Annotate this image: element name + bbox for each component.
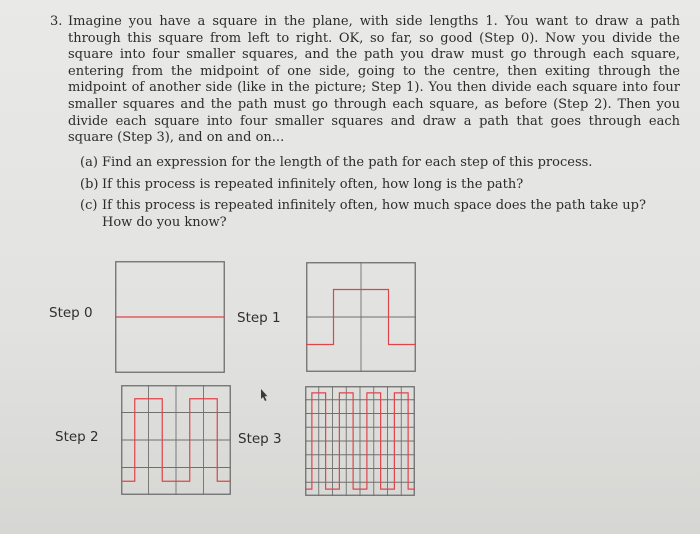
problem-number: 3. bbox=[50, 14, 63, 29]
part-c bbox=[80, 198, 680, 231]
step0-label: Step 0 bbox=[49, 305, 93, 321]
part-b bbox=[80, 177, 680, 194]
part-c-text: If this process is repeated infinitely often, how much space does the path take up? How do you know? bbox=[102, 198, 646, 230]
step2-figure bbox=[121, 385, 231, 495]
mouse-pointer-icon bbox=[258, 389, 268, 403]
part-a bbox=[80, 155, 680, 172]
step3-figure bbox=[305, 386, 415, 496]
part-b-text: If this process is repeated infinitely often, how long is the path? bbox=[102, 176, 524, 192]
part-b-label: (b) bbox=[80, 176, 99, 192]
problem-parts bbox=[80, 155, 680, 236]
part-c-label: (c) bbox=[80, 198, 98, 213]
step1-label: Step 1 bbox=[237, 310, 281, 326]
step1-figure bbox=[306, 262, 416, 372]
step2-label: Step 2 bbox=[55, 429, 99, 445]
problem-text: Imagine you have a square in the plane, with side lengths 1. You want to draw a path through this square from left to right. OK, so far, so good (Step 0). Now you divide the square into four smaller squares, and the path you draw must go through each square, entering from the midpoint of one side, going to the centre, then exiting through the midpoint of another side (like in the picture; Step 1). You then divide each square into four smaller squares and the path must go through each square, as before (Step 2). Then you divide each square into four smaller squares and draw a path that goes through each square (Step 3), and on and on... bbox=[68, 14, 680, 146]
step3-label: Step 3 bbox=[238, 431, 282, 447]
part-a-label: (a) bbox=[80, 155, 98, 170]
step0-figure bbox=[115, 261, 225, 373]
part-a-text: Find an expression for the length of the path for each step of this process. bbox=[102, 155, 593, 170]
problem-statement bbox=[50, 14, 680, 147]
